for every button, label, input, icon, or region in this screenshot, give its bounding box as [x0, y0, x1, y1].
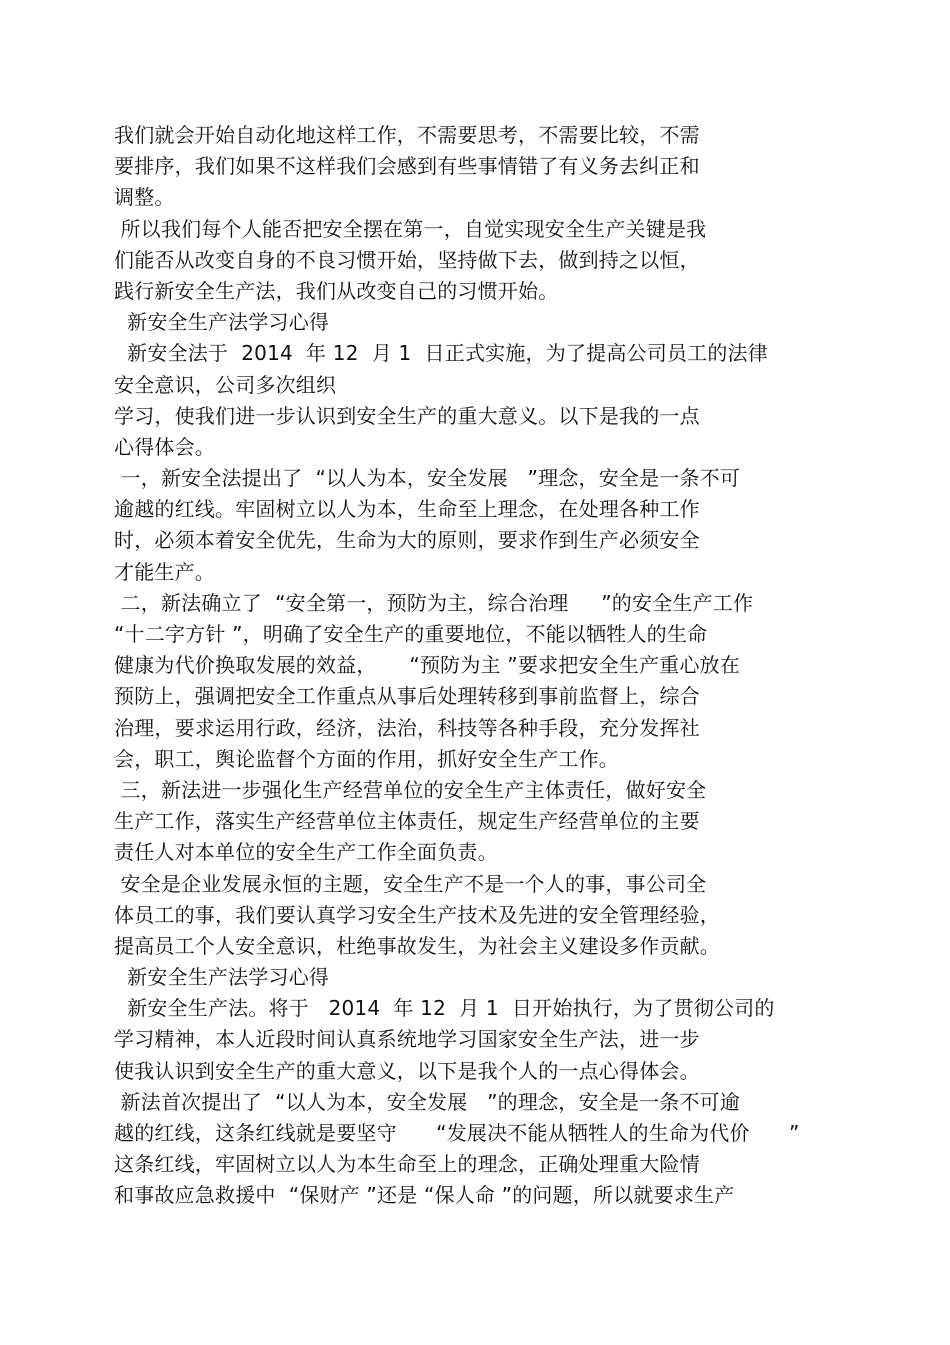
text-line: 逾越的红线。牢固树立以人为本，生命至上理念，在处理各种工作 [114, 497, 700, 522]
text-line: 学习，使我们进一步认识到安全生产的重大意义。以下是我的一点 [114, 403, 700, 428]
section-heading: 新安全生产法学习心得 [114, 965, 330, 990]
section-heading: 新安全生产法学习心得 [114, 310, 330, 335]
text-line: 责任人对本单位的安全生产工作全面负责。 [114, 840, 498, 865]
text-line: 安全意识，公司多次组织 [114, 372, 337, 397]
text-line: 使我认识到安全生产的重大意义，以下是我个人的一点心得体会。 [114, 1058, 700, 1083]
text-line: 和事故应急救援中 “保财产 ”还是 “保人命 ”的问题，所以就要求生产 [114, 1183, 735, 1208]
text-line: 调整。 [114, 185, 175, 210]
text-line: 才能生产。 [114, 559, 215, 584]
text-line: 时，必须本着安全优先，生命为大的原则，要求作到生产必须安全 [114, 528, 700, 553]
text-line: 越的红线，这条红线就是要坚守 “发展决不能从牺牲人的生命为代价 ” [114, 1121, 800, 1145]
text-line: 生产工作，落实生产经营单位主体责任，规定生产经营单位的主要 [114, 809, 700, 834]
text-line: 二，新法确立了 “安全第一，预防为主，综合治理 ”的安全生产工作 [114, 590, 754, 615]
text-line: 新安全生产法。将于 2014 年 12 月 1 日开始执行，为了贯彻公司的 [114, 996, 775, 1021]
text-line: 体员工的事，我们要认真学习安全生产技术及先进的安全管理经验， [114, 902, 720, 927]
text-line: 心得体会。 [114, 434, 215, 459]
text-line: 践行新安全生产法，我们从改变自己的习惯开始。 [114, 278, 559, 303]
document-body [114, 120, 854, 1212]
text-line: 三，新法进一步强化生产经营单位的安全生产主体责任，做好安全 [114, 777, 707, 802]
text-line: “十二字方针 ”，明确了安全生产的重要地位，不能以牺牲人的生命 [114, 622, 708, 646]
text-line: 治理，要求运用行政，经济，法治，科技等各种手段，充分发挥社 [114, 715, 700, 740]
text-line: 会，职工，舆论监督个方面的作用，抓好安全生产工作。 [114, 746, 619, 771]
text-line: 们能否从改变自身的不良习惯开始，坚持做下去，做到持之以恒， [114, 247, 700, 272]
text-line: 预防上，强调把安全工作重点从事后处理转移到事前监督上，综合 [114, 684, 700, 709]
text-line: 所以我们每个人能否把安全摆在第一，自觉实现安全生产关键是我 [114, 216, 707, 241]
text-line: 提高员工个人安全意识，杜绝事故发生，为社会主义建设多作贡献。 [114, 933, 720, 958]
text-line: 这条红线，牢固树立以人为本生命至上的理念，正确处理重大险情 [114, 1152, 700, 1177]
text-line: 学习精神，本人近段时间认真系统地学习国家安全生产法，进一步 [114, 1027, 700, 1052]
text-line: 新法首次提出了 “以人为本，安全发展 ”的理念，安全是一条不可逾 [114, 1089, 741, 1114]
text-line: 要排序，我们如果不这样我们会感到有些事情错了有义务去纠正和 [114, 154, 700, 179]
text-line: 我们就会开始自动化地这样工作，不需要思考，不需要比较，不需 [114, 123, 700, 147]
text-line: 安全是企业发展永恒的主题，安全生产不是一个人的事，事公司全 [114, 871, 707, 896]
text-line: 一，新安全法提出了 “以人为本，安全发展 ”理念，安全是一条不可 [114, 466, 741, 491]
text-line: 新安全法于 2014 年 12 月 1 日正式实施，为了提高公司员工的法律 [114, 341, 768, 366]
text-line: 健康为代价换取发展的效益， “预防为主 ”要求把安全生产重心放在 [114, 653, 741, 678]
